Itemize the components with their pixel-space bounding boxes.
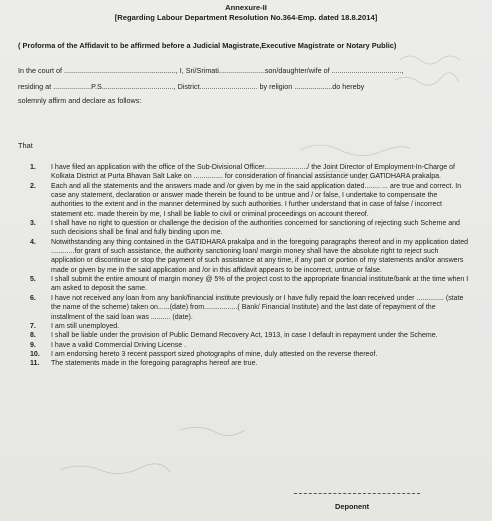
list-item: 6. I have not received any loan from any bank/financial institute previously or I have fully repaid the loan received under .............. (state the name of the scheme) taken on......(date) from.................( Bank/ Financial Institute) and the last date of repayment of the installment of the said loan was .......... (date). (30, 294, 464, 321)
intro-affirm-line: solemnly affirm and declare as follows: (18, 96, 142, 105)
that-label: That (18, 141, 33, 150)
list-item: 9. I have a valid Commercial Driving License . (30, 341, 187, 349)
list-item: 7. I am still unemployed. (30, 322, 120, 330)
list-item: 8. I shall be liable under the provision of Public Demand Recovery Act, 1913, in case I default in repayment under the Scheme. (30, 332, 438, 340)
list-item: 5. I shall submit the entire amount of margin money @ 5% of the project cost to the appropriate financial institute/bank at the time when I am asked to deposit the same. (30, 276, 469, 293)
intro-residence-line: residing at ...................P.S...................................., District............................. by religion ...................do hereby (18, 82, 365, 91)
intro-court-line: In the court of ........................................................, I, Sri/Srimati.......................son/daughter/wife of ..................................., (18, 66, 404, 75)
list-item: 4. Notwithstanding any thing contained in the GATIDHARA prakalpa and in the foregoing paragraphs thereof and in my application dated ............for grant of such assistance, the authority sanctioning loan/ margin money shall have the absolute right to reject such application or discontinue or stop the payment of such assistance at any time, if any part or portion of my statements and/or answers made or given by me in the said application and /or in this affidavit appears to be incorrect, untrue or false. (30, 238, 469, 274)
signature-line (294, 493, 420, 494)
proforma-heading: ( Proforma of the Affidavit to be affirmed before a Judicial Magistrate,Executive Magistrate or Notary Public) (18, 41, 397, 50)
deponent-label: Deponent (335, 502, 370, 511)
list-item: 2. Each and all the statements and the answers made and /or given by me in the said application dated........ ... are true and correct. In case any statement, declaration or answer made therein be found to be untrue and / or false, I undertake to compensate the authorities to the extent and in the manner determined by such authorities. I further understand that in case of false / incorrect statement etc. made therein by me, I shall be liable to civil or criminal proceedings on account thereof. (30, 182, 462, 218)
annexure-title: Annexure-II (225, 3, 267, 12)
list-item: 11. The statements made in the foregoing paragraphs hereof are true. (30, 360, 258, 368)
list-item: 3. I shall have no right to question or challenge the decision of the authorities concerned for sanctioning of rejecting such Scheme and such decisions shall be final and fully binding upon me. (30, 220, 460, 237)
list-item: 10. I am endorsing hereto 3 recent passport sized photographs of mine, duly attested on the reverse thereof. (30, 350, 378, 358)
statement-list (30, 163, 470, 369)
list-item: 1. I have filed an application with the office of the Sub-Divisional Officer....................../ the Joint Director of Employment-In-Charge of Kolkata District at Purta Bhavan Salt Lake on ............... for consideration of financial assistance under GATIDHARA prakalpa. (30, 164, 455, 181)
resolution-reference: [Regarding Labour Department Resolution No.364-Emp. dated 18.8.2014] (114, 13, 378, 22)
